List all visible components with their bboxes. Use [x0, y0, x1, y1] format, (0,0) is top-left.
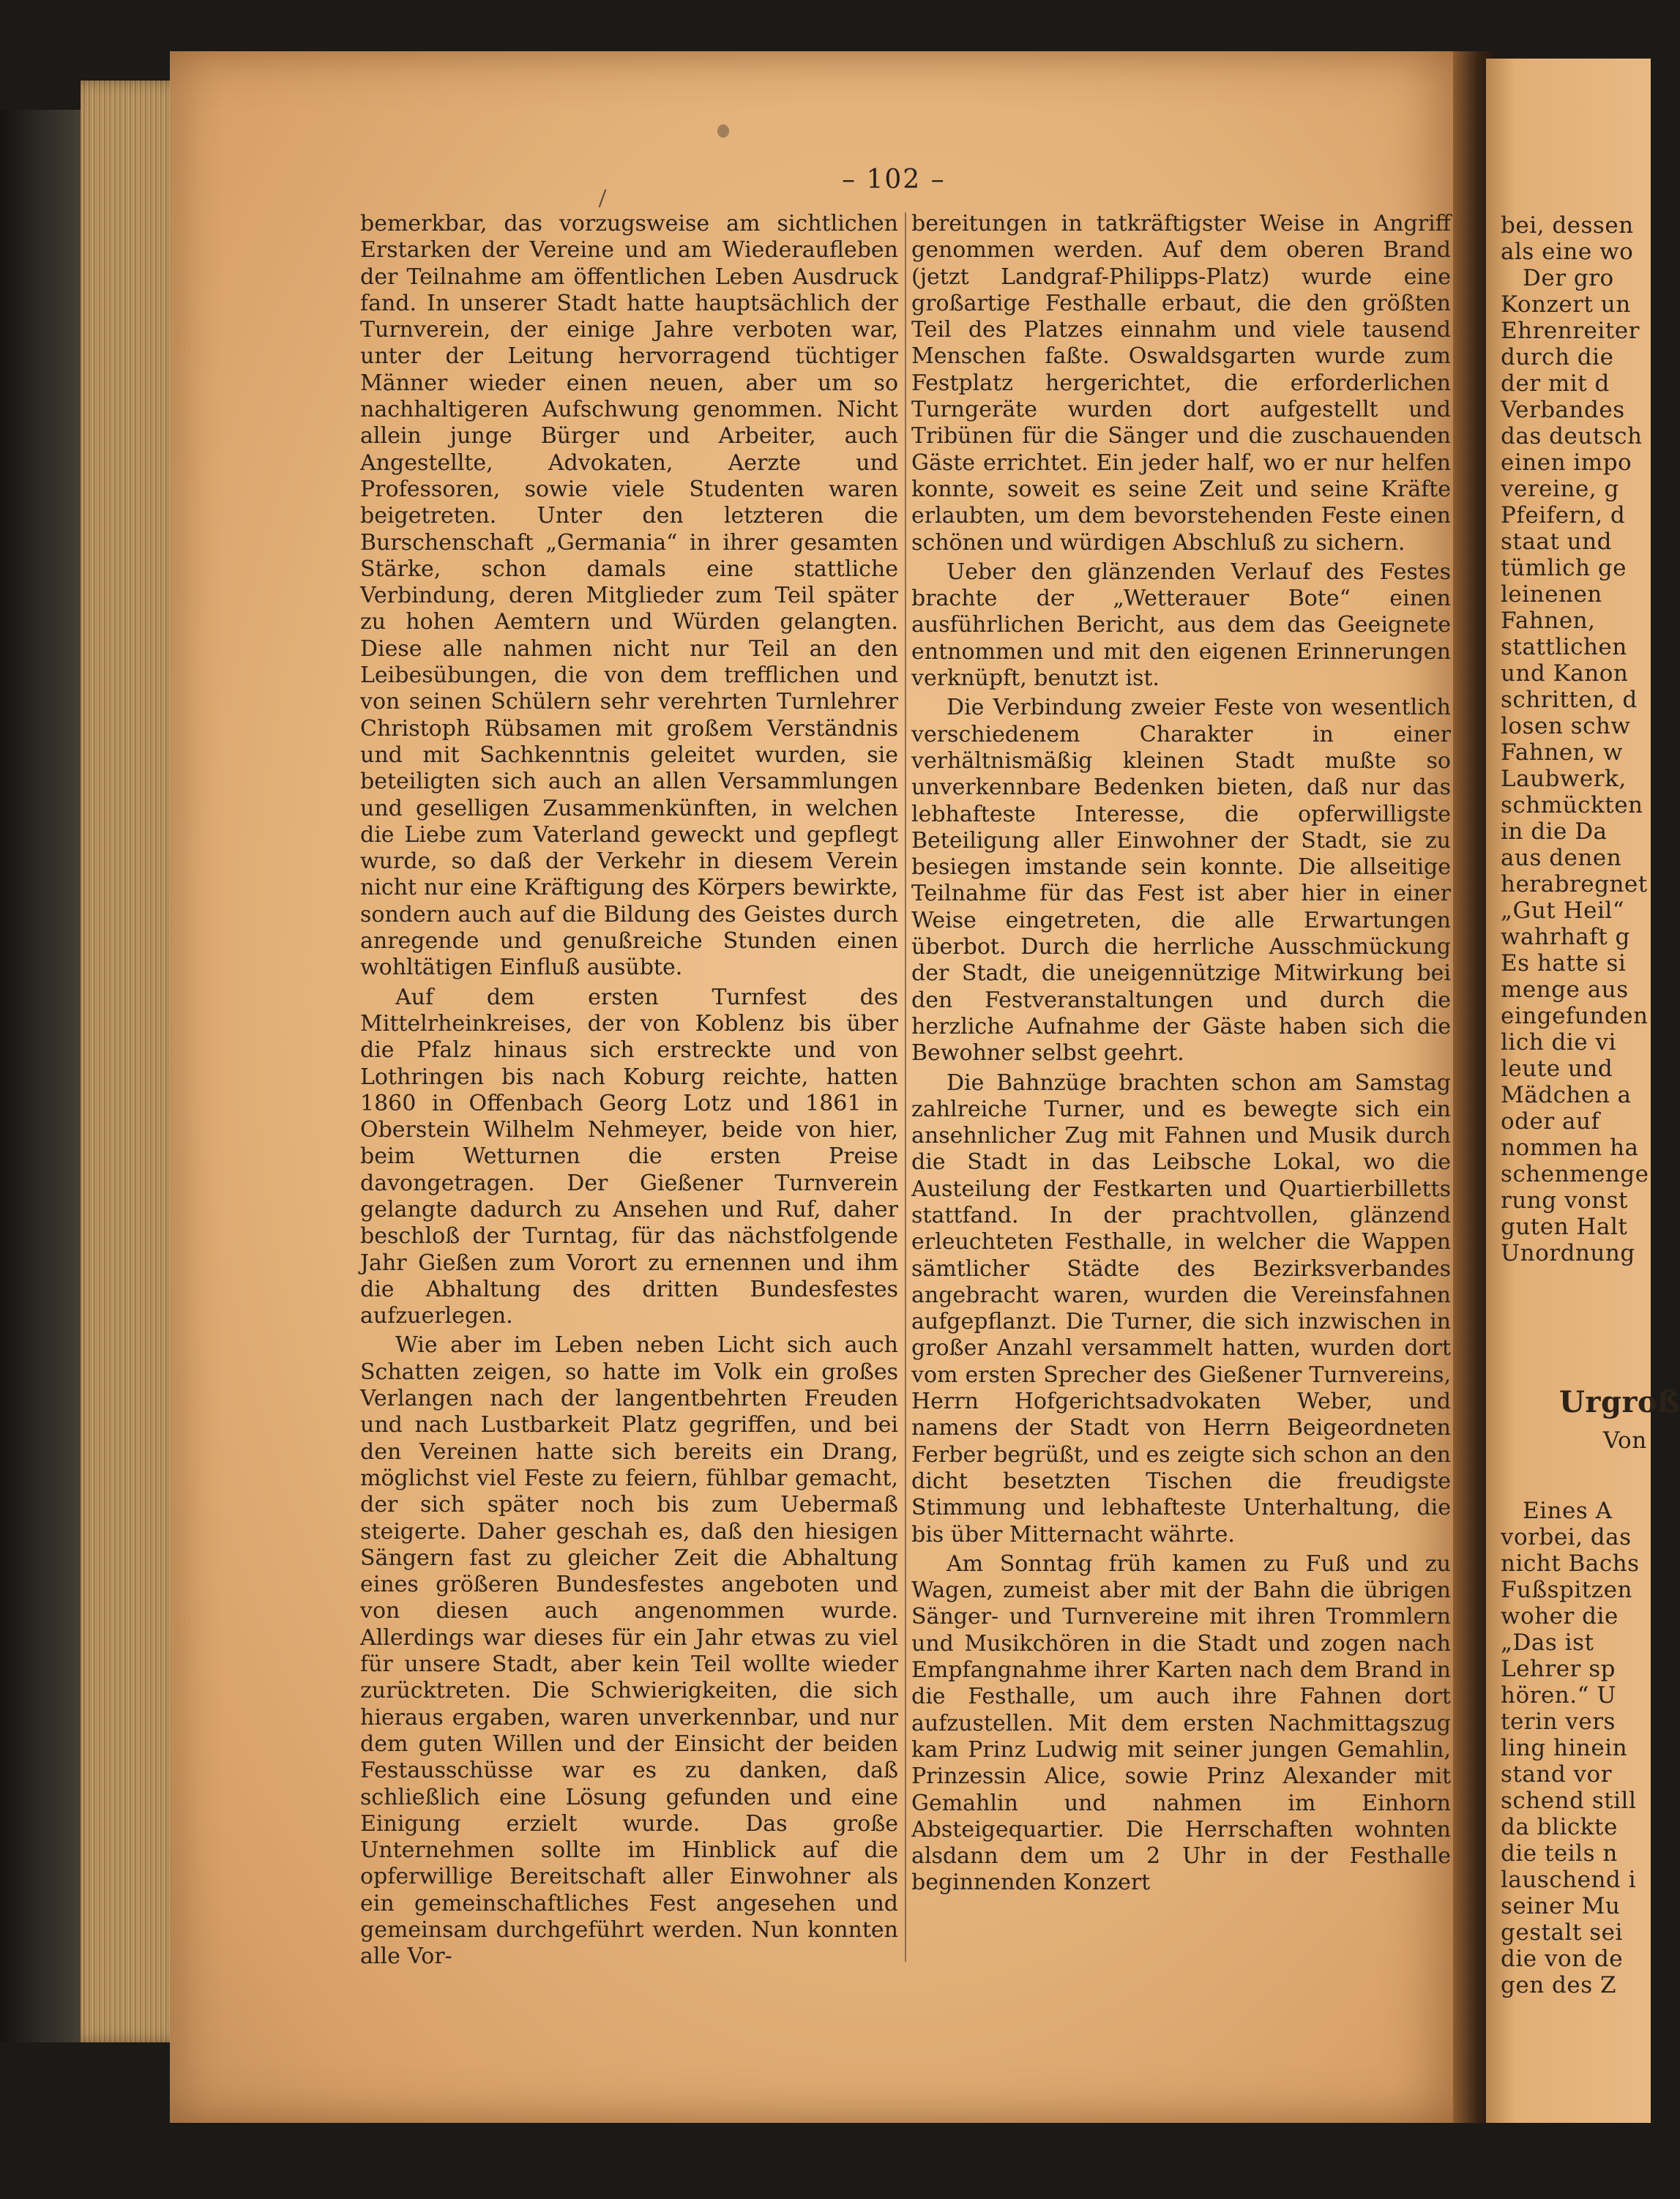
adjacent-subheading: Von — [1603, 1427, 1647, 1454]
adjacent-line: lauschend i — [1501, 1867, 1637, 1893]
paragraph: Am Sonntag früh kamen zu Fuß und zu Wagen, zumeist aber mit der Bahn die übrigen Sänger- und Turnvereine mit ihren Trommlern und Musikchören in die Stadt und zogen nach Empfangnahme ihrer Karten nach dem Brand in die Festhalle, um auch ihre Fahnen dort aufzustellen. Mit dem ersten Nachmittagszug kam Prinz Ludwig mit seiner jungen Gemahlin, Prinzessin Alice, sowie Prinz Alexander mit Gemahlin und nahmen im Einhorn Absteigequartier. Die Herrschaften wohnten alsdann dem um 2 Uhr in der Festhalle beginnenden Konzert — [911, 1550, 1451, 1896]
adjacent-line: ling hinein — [1501, 1735, 1628, 1761]
adjacent-line: schenmenge — [1501, 1161, 1649, 1187]
adjacent-line: nommen ha — [1501, 1135, 1639, 1161]
adjacent-line: vereine, g — [1501, 476, 1619, 502]
adjacent-line: Eines A — [1523, 1498, 1613, 1524]
adjacent-line: nicht Bachs — [1501, 1550, 1640, 1577]
left-text-column — [360, 211, 898, 1971]
adjacent-line: und Kanon — [1501, 660, 1629, 687]
adjacent-line: lich die vi — [1501, 1029, 1616, 1056]
book-spine — [0, 110, 88, 2042]
adjacent-line: bei, dessen — [1501, 212, 1634, 239]
adjacent-line: woher die — [1501, 1603, 1619, 1629]
adjacent-line: „Gut Heil“ — [1501, 897, 1625, 924]
paragraph: Auf dem ersten Turnfest des Mittelrheinkreises, der von Koblenz bis über die Pfalz hinaus sich erstreckte und von Lothringen bis nach Koburg reichte, hatten 1860 in Offenbach Georg Lotz und 1861 in Oberstein Wilhelm Nehmeyer, beide von hier, beim Wetturnen die ersten Preise davongetragen. Der Gießener Turnverein gelangte dadurch zu Ansehen und Ruf, daher beschloß der Turntag, für das nächstfolgende Jahr Gießen zum Vorort zu ernennen und ihm die Abhaltung des dritten Bundesfestes aufzuerlegen. — [360, 984, 898, 1329]
adjacent-line: Fußspitzen — [1501, 1577, 1632, 1603]
adjacent-line: stand vor — [1501, 1761, 1613, 1788]
adjacent-line: schend still — [1501, 1788, 1637, 1814]
adjacent-line: hören.“ U — [1501, 1682, 1616, 1709]
adjacent-line: gestalt sei — [1501, 1919, 1623, 1946]
adjacent-line: als eine wo — [1501, 239, 1634, 265]
adjacent-line: staat und — [1501, 529, 1612, 555]
adjacent-line: „Das ist — [1501, 1629, 1594, 1656]
adjacent-heading: Urgroß — [1559, 1385, 1680, 1419]
adjacent-line: losen schw — [1501, 713, 1631, 739]
paragraph: Wie aber im Leben neben Licht sich auch Schatten zeigen, so hatte im Volk ein großes Verlangen nach der langentbehrten Freuden und nach Lustbarkeit Platz gegriffen, und bei den Vereinen hatte sich bereits ein Drang, möglichst viel Feste zu feiern, fühlbar gemacht, der sich später noch bis zum Uebermaß steigerte. Daher geschah es, daß den hiesigen Sängern fast zu gleicher Zeit die Abhaltung eines größeren Bundesfestes angeboten und von diesen auch angenommen wurde. Allerdings war dieses für ein Jahr etwas zu viel für unsere Stadt, aber kein Teil wollte wieder zurücktreten. Die Schwierigkeiten, die sich hieraus ergaben, waren unverkennbar, und nur dem guten Willen und der Einsicht der beiden Festausschüsse war es zu danken, daß schließlich eine Lösung gefunden und eine Einigung erzielt wurde. Das große Unternehmen sollte im Hinblick auf die opferwillige Bereitschaft aller Einwohner als ein gemeinschaftliches Fest angesehen und gemeinsam durchgeführt werden. Nun konnten alle Vor- — [360, 1332, 898, 1970]
adjacent-line: stattlichen — [1501, 634, 1627, 660]
adjacent-line: Es hatte si — [1501, 950, 1627, 977]
adjacent-line: rung vonst — [1501, 1187, 1628, 1214]
adjacent-line: Konzert un — [1501, 291, 1631, 318]
adjacent-line: schmückten — [1501, 792, 1643, 818]
ink-smudge — [717, 124, 729, 138]
adjacent-line: die teils n — [1501, 1840, 1618, 1867]
adjacent-line: durch die — [1501, 344, 1614, 370]
paragraph: Ueber den glänzenden Verlauf des Festes brachte der „Wetterauer Bote“ einen ausführlichen Bericht, aus dem das Geeignete entnommen und mit den eigenen Erinnerungen verknüpft, benutzt ist. — [911, 559, 1451, 692]
adjacent-line: Unordnung — [1501, 1240, 1635, 1266]
adjacent-line: in die Da — [1501, 818, 1608, 845]
column-divider — [905, 212, 906, 1962]
adjacent-line: Fahnen, — [1501, 608, 1596, 634]
paragraph: Die Bahnzüge brachten schon am Samstag zahlreiche Turner, und es bewegte sich ein ansehnlicher Zug mit Fahnen und Musik durch die Stadt in das Leibsche Lokal, wo die Austeilung der Festkarten und Quartierbilletts stattfand. In der prachtvollen, glänzend erleuchteten Festhalle, in welcher die Wappen sämtlicher Städte des Bezirksverbandes angebracht waren, wurden die Vereinsfahnen aufgepflanzt. Die Turner, die sich inzwischen in großer Anzahl versammelt hatten, wurden dort vom ersten Sprecher des Gießener Turnvereins, Herrn Hofgerichtsadvokaten Weber, und namens der Stadt von Herrn Beigeordneten Ferber begrüßt, und es zeigte sich schon an den dicht besetzten Tischen die freudigste Stimmung und lebhafteste Unterhaltung, die bis über Mitternacht währte. — [911, 1069, 1451, 1547]
right-text-column — [911, 211, 1451, 1897]
adjacent-line: oder auf — [1501, 1108, 1600, 1135]
adjacent-line: das deutsch — [1501, 423, 1643, 449]
adjacent-page — [1486, 59, 1680, 2123]
paragraph: bemerkbar, das vorzugsweise am sichtlichen Erstarken der Vereine und am Wiederaufleben der Teilnahme am öffentlichen Leben Ausdruck fand. In unserer Stadt hatte hauptsächlich der Turnverein, der einige Jahre verboten war, unter der Leitung hervorragend tüchtiger Männer wieder einen neuen, aber um so nachhaltigeren Aufschwung genommen. Nicht allein junge Bürger und Arbeiter, auch Angestellte, Advokaten, Aerzte und Professoren, sowie viele Studenten waren beigetreten. Unter den letzteren die Burschenschaft „Germania“ in ihrer gesamten Stärke, schon damals eine stattliche Verbindung, deren Mitglieder zum Teil später zu hohen Aemtern und Würden gelangten. Diese alle nahmen nicht nur Teil an den Leibesübungen, die von dem trefflichen und von seinen Schülern sehr verehrten Turnlehrer Christoph Rübsamen mit großem Verständnis und mit Sachkenntnis geleitet wurden, sie beteiligten sich auch an allen Versammlungen und geselligen Zusammenkünften, in welchen die Liebe zum Vaterland geweckt und gepflegt wurde, so daß der Verkehr in diesem Verein nicht nur eine Kräftigung des Körpers bewirkte, sondern auch auf die Bildung des Geistes durch anregende und genußreiche Stunden einen wohltätigen Einfluß ausübte. — [360, 211, 898, 981]
adjacent-line: vorbei, das — [1501, 1524, 1632, 1550]
adjacent-line: herabregnet — [1501, 871, 1648, 897]
adjacent-line: eingefunden — [1501, 1003, 1649, 1029]
adjacent-line: die von de — [1501, 1946, 1624, 1972]
adjacent-line: terin vers — [1501, 1709, 1616, 1735]
adjacent-line: leinenen — [1501, 581, 1602, 608]
adjacent-line: Mädchen a — [1501, 1082, 1632, 1108]
adjacent-line: Ehrenreiter — [1501, 318, 1640, 344]
adjacent-line: Fahnen, w — [1501, 739, 1623, 766]
page-number: – 102 – — [842, 165, 946, 195]
adjacent-line: gen des Z — [1501, 1972, 1617, 1998]
adjacent-line: menge aus — [1501, 977, 1629, 1003]
adjacent-line: der mit d — [1501, 370, 1610, 397]
adjacent-line: tümlich ge — [1501, 555, 1627, 581]
adjacent-line: Laubwerk, — [1501, 766, 1627, 792]
adjacent-line: leute und — [1501, 1056, 1613, 1082]
paragraph: Die Verbindung zweier Feste von wesentlich verschiedenem Charakter in einer verhältnismäßig kleinen Stadt mußte so unverkennbare Bedenken bieten, daß nur das lebhafteste Interesse, die opferwilligste Beteiligung aller Einwohner der Stadt, sie zu besiegen imstande sein konnte. Die allseitige Teilnahme für das Fest ist aber hier in einer Weise eingetreten, die alle Erwartungen überbot. Durch die herrliche Ausschmückung der Stadt, die uneigennützige Mitwirkung bei den Festveranstaltungen und durch die herzliche Aufnahme der Gäste haben sich die Bewohner selbst geehrt. — [911, 695, 1451, 1067]
adjacent-line: schritten, d — [1501, 687, 1638, 713]
adjacent-line: aus denen — [1501, 845, 1622, 871]
adjacent-line: seiner Mu — [1501, 1893, 1621, 1919]
paragraph: bereitungen in tatkräftigster Weise in Angriff genommen werden. Auf dem oberen Brand (jetzt Landgraf-Philipps-Platz) wurde eine großartige Festhalle erbaut, die den größten Teil des Platzes einnahm und viele tausend Menschen faßte. Oswaldsgarten wurde zum Festplatz hergerichtet, die erforderlichen Turngeräte wurden dort aufgestellt und Tribünen für die Sänger und die zuschauenden Gäste errichtet. Ein jeder half, wo er nur helfen konnte, soweit es seine Zeit und seine Kräfte erlaubten, um dem bevorstehenden Feste einen schönen und würdigen Abschluß zu sichern. — [911, 211, 1451, 556]
adjacent-line: Pfeifern, d — [1501, 502, 1626, 529]
adjacent-line: einen impo — [1501, 449, 1632, 476]
adjacent-line: wahrhaft g — [1501, 924, 1630, 950]
adjacent-line: Verbandes — [1501, 397, 1625, 423]
adjacent-line: Lehrer sp — [1501, 1656, 1616, 1682]
adjacent-line: da blickte — [1501, 1814, 1618, 1840]
adjacent-line: Der gro — [1523, 265, 1614, 291]
adjacent-line: guten Halt — [1501, 1214, 1628, 1240]
